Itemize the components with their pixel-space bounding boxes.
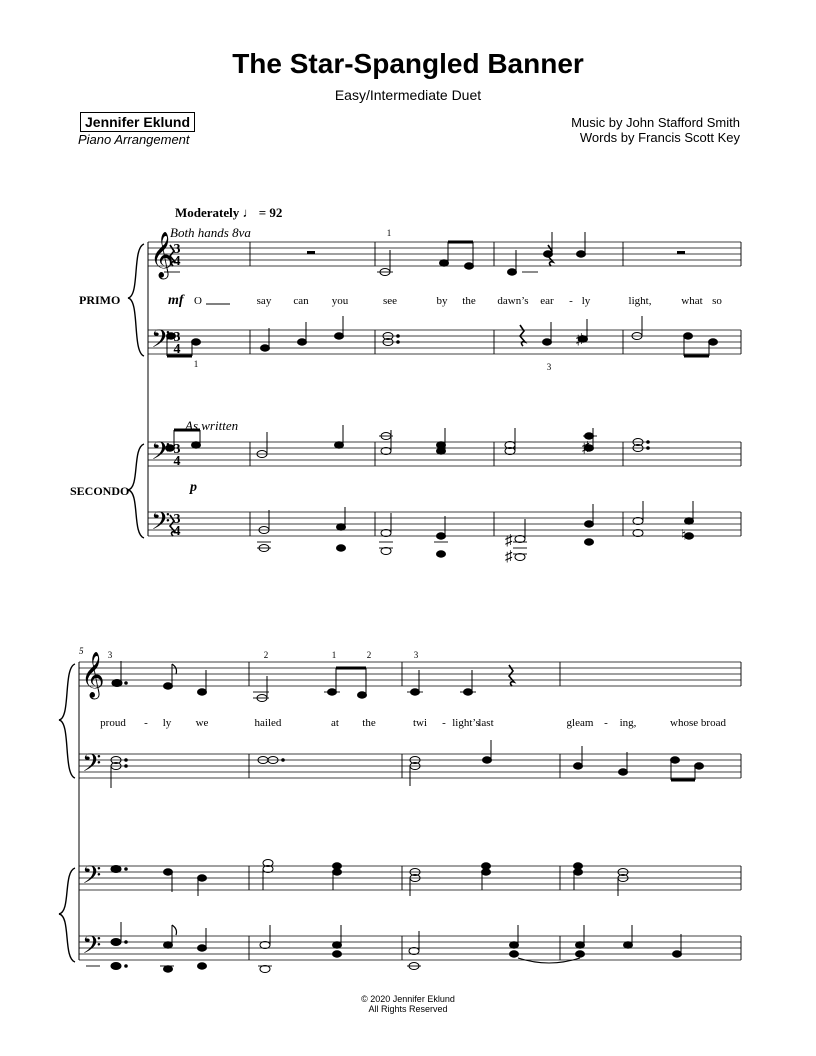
- words-credit: Words by Francis Scott Key: [579, 130, 740, 145]
- brace-primo-1: [128, 244, 144, 356]
- note: [577, 251, 586, 257]
- bass-clef-icon: 𝄢: [151, 508, 171, 541]
- time-signature-top: 3: [173, 242, 181, 257]
- lyric-syllable: can: [293, 295, 309, 307]
- lyric-syllable: ly: [162, 717, 172, 729]
- time-signature-top: 3: [173, 442, 181, 457]
- staff-secondo-lower-2: [79, 936, 741, 960]
- brace-primo-2: [59, 664, 75, 778]
- arranger-name: Jennifer Eklund: [80, 112, 195, 132]
- notes-system-2: [111, 661, 704, 973]
- lyric-syllable: whose broad: [670, 717, 726, 729]
- dynamic-marking: p: [190, 480, 197, 495]
- copyright: [0, 994, 816, 1014]
- time-signature-bottom: 4: [173, 454, 181, 469]
- lyric-syllable: -: [569, 295, 573, 307]
- fingering-number: 1: [331, 650, 337, 660]
- lyric-syllable: ear: [540, 295, 554, 307]
- sharp-icon: ♯: [505, 533, 513, 549]
- lyric-syllable: we: [195, 717, 209, 729]
- lyric-syllable: -: [604, 717, 608, 729]
- fingering-number: 2: [366, 650, 372, 660]
- barlines-1: [250, 242, 741, 536]
- lyric-syllable: gleam: [566, 717, 594, 729]
- bass-clef-icon: 𝄢: [82, 932, 102, 965]
- copyright-line: All Rights Reserved: [368, 1004, 448, 1014]
- natural-icon: ♮: [681, 528, 687, 544]
- note: [465, 263, 474, 269]
- sharp-icon: ♯: [576, 332, 584, 348]
- fingering-number: 3: [413, 650, 419, 660]
- lyric-syllable: so: [712, 295, 722, 307]
- dynamic-marking: mf: [168, 293, 184, 308]
- lyric-syllable: twi: [412, 717, 428, 729]
- lyric-syllable: you: [331, 295, 349, 307]
- lyric-syllable: O: [194, 295, 202, 307]
- brace-secondo-2: [59, 868, 75, 962]
- lyric-syllable: light’s: [452, 717, 480, 729]
- arrangement-label: Piano Arrangement: [78, 132, 190, 147]
- secondo-direction: As written: [185, 418, 239, 433]
- ledger-lines: [86, 272, 597, 966]
- treble-clef-icon: 𝄞: [150, 232, 174, 277]
- lyric-syllable: the: [462, 295, 476, 307]
- lyric-syllable: hailed: [254, 717, 282, 729]
- bass-clef-icon: 𝄢: [82, 862, 102, 895]
- lyric-syllable: see: [382, 295, 398, 307]
- lyric-syllable: by: [436, 295, 448, 307]
- note: [508, 269, 517, 275]
- clefs: [81, 232, 174, 965]
- lyric-syllable: what: [681, 295, 703, 307]
- lyric-syllable: light,: [628, 295, 652, 307]
- lyric-syllable: last: [478, 717, 494, 729]
- fingering-number: 1: [386, 228, 392, 238]
- barlines-2: [249, 662, 741, 960]
- tempo-value: = 92: [258, 205, 283, 220]
- music-credit: Music by John Stafford Smith: [571, 115, 740, 130]
- time-signature-top: 3: [173, 512, 181, 527]
- page-title: The Star-Spangled Banner: [232, 48, 584, 79]
- quarter-note-icon: ♩: [242, 205, 256, 220]
- time-signature-bottom: 4: [173, 524, 181, 539]
- staff-primo-bass-1: [148, 330, 741, 354]
- lyric-syllable: -: [144, 717, 148, 729]
- lyric-syllable: proud: [100, 717, 126, 729]
- notes-system-1: [166, 232, 718, 561]
- staff-primo-treble-2: [79, 662, 741, 686]
- part-label-primo: PRIMO: [79, 293, 121, 307]
- bass-clef-icon: 𝄢: [82, 750, 102, 783]
- bass-clef-icon: 𝄢: [151, 326, 171, 359]
- copyright-line: © 2020 Jennifer Eklund: [361, 994, 455, 1004]
- time-signature-bottom: 4: [173, 342, 181, 357]
- sharp-icon: ♯: [582, 440, 590, 456]
- sharp-icon: ♯: [505, 549, 513, 565]
- part-label-secondo: SECONDO: [70, 484, 130, 498]
- measure-number: 5: [79, 646, 84, 656]
- fingering-number: 3: [107, 650, 113, 660]
- primo-direction: Both hands 8va: [170, 225, 251, 240]
- lyric-syllable: -: [442, 717, 446, 729]
- lyric-syllable: at: [331, 717, 339, 729]
- lyric-syllable: ing,: [619, 717, 637, 729]
- lyric-syllable: ly: [581, 295, 591, 307]
- bass-clef-icon: 𝄢: [151, 438, 171, 471]
- lyric-syllable: the: [362, 717, 376, 729]
- treble-clef-icon: 𝄞: [81, 652, 105, 697]
- time-signature-bottom: 4: [173, 254, 181, 269]
- lyric-syllable: say: [256, 295, 272, 307]
- fingering-number: 1: [193, 359, 199, 369]
- note: [440, 260, 449, 266]
- page-subtitle: Easy/Intermediate Duet: [334, 87, 482, 103]
- time-signature-top: 3: [173, 330, 181, 345]
- fingering-number: 3: [546, 362, 552, 372]
- fingering-number: 2: [263, 650, 269, 660]
- tempo-text: Moderately: [175, 205, 240, 220]
- brace-secondo-1: [128, 444, 144, 538]
- lyric-syllable: dawn’s: [497, 295, 529, 307]
